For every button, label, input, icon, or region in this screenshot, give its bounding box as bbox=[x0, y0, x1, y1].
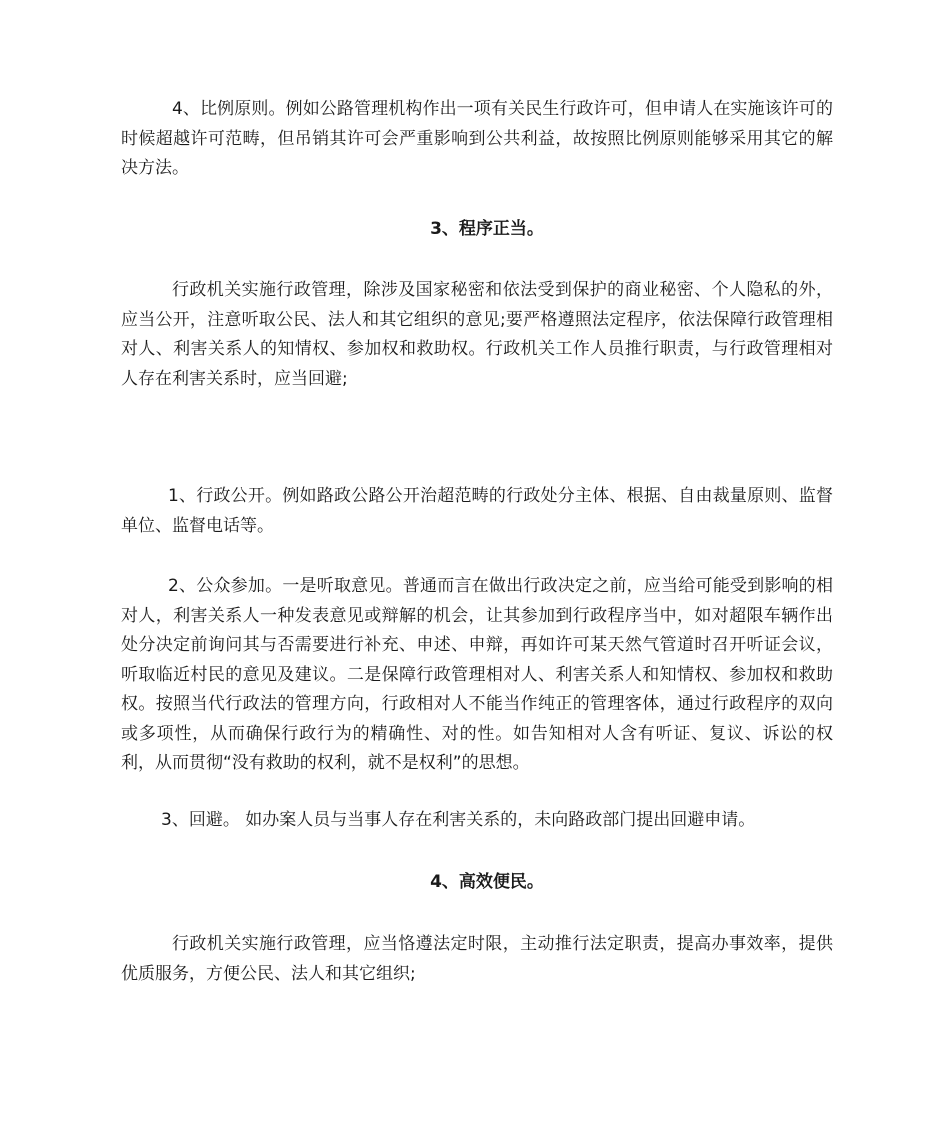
section-heading-due-process: 3、程序正当。 bbox=[430, 219, 544, 239]
paragraph-proportionality-principle: 4、比例原则。例如公路管理机构作出一项有关民生行政许可，但申请人在实施该许可的时候超越许可范畴，但吊销其许可会严重影响到公共利益，故按照比例原则能够采用其它的解决方法。 bbox=[121, 99, 833, 178]
paragraph-due-process-body: 行政机关实施行政管理，除涉及国家秘密和依法受到保护的商业秘密、个人隐私的外，应当公开，注意听取公民、法人和其它组织的意见;要严格遵照法定程序，依法保障行政管理相对人、利害关系人的知情权、参加权和救助权。行政机关工作人员推行职责，与行政管理相对人存在利害关系时，应当回避; bbox=[121, 280, 833, 389]
paragraph-public-participation: 2、公众参加。一是听取意见。普通而言在做出行政决定之前，应当给可能受到影响的相对人，利害关系人一种发表意见或辩解的机会，让其参加到行政程序当中，如对超限车辆作出处分决定前询问其与否需要进行补充、申述、申辩，再如许可某天然气管道时召开听证会议，听取临近村民的意见及建议。二是保障行政管理相对人、利害关系人和知情权、参加权和救助权。按照当代行政法的管理方向，行政相对人不能当作纯正的管理客体，通过行政程序的双向或多项性，从而确保行政行为的精确性、对的性。如告知相对人含有听证、复议、诉讼的权利，从而贯彻“没有救助的权利，就不是权利”的思想。 bbox=[121, 576, 833, 773]
section-heading-efficiency-convenience: 4、高效便民。 bbox=[430, 872, 544, 892]
paragraph-efficiency-body: 行政机关实施行政管理，应当恪遵法定时限，主动推行法定职责，提高办事效率，提供优质服务，方便公民、法人和其它组织; bbox=[121, 934, 833, 984]
paragraph-administrative-openness: 1、行政公开。例如路政公路公开治超范畴的行政处分主体、根据、自由裁量原则、监督单位、监督电话等。 bbox=[121, 486, 833, 536]
paragraph-recusal: 3、回避。 如办案人员与当事人存在利害关系的，未向路政部门提出回避申请。 bbox=[161, 810, 756, 830]
